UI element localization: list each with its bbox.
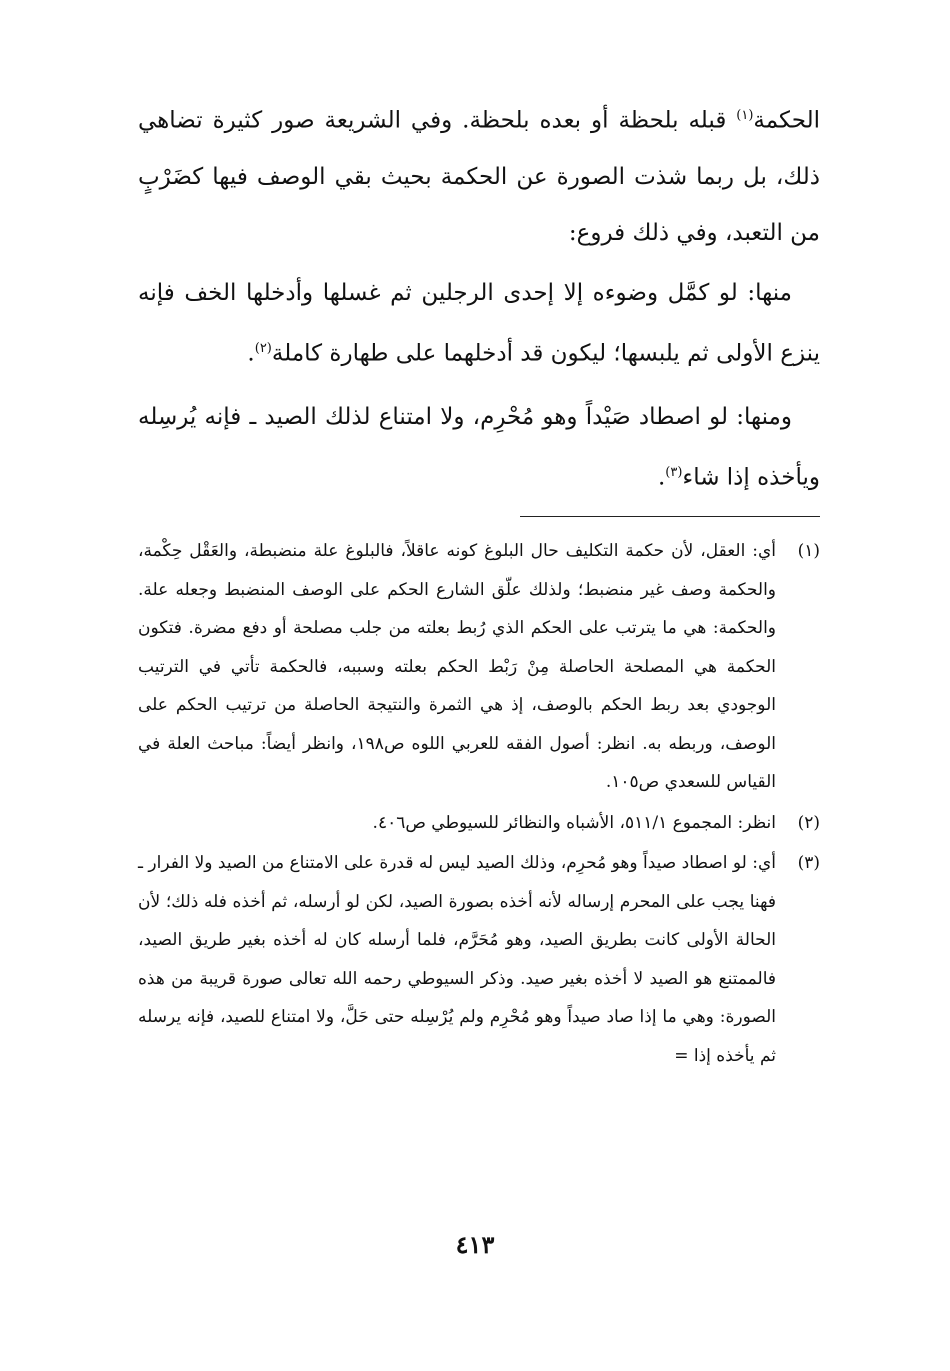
footnote-separator [520,516,820,517]
footnote-ref-1[interactable]: (١) [736,108,754,123]
footnote-ref-2[interactable]: (٢) [254,340,272,356]
page-number: ٤١٣ [455,1230,495,1259]
footnote-number: (١) [797,541,820,561]
footnote-3 [138,844,820,1075]
paragraph-3-text: ومنها: لو اصطاد صَيْداً وهو مُحْرِم، ولا امتناع لذلك الصيد ـ فإنه يُرسِله ويأخذه إذا شاء [138,404,820,491]
footnote-1 [138,532,820,802]
paragraph-1 [138,88,820,261]
paragraph-3-end: . [657,464,666,491]
paragraph-2-text: منها: لو كمَّل وضوءه إلا إحدى الرجلين ثم غسلها وأدخلها الخف فإنه ينزع الأولى ثم يلبسها؛ ليكون قد أدخلهما على طهارة كاملة [138,279,820,367]
paragraph-1-rest: قبله بلحظة أو بعده بلحظة. وفي الشريعة صور كثيرة تضاهي ذلك، بل ربما شذت الصورة عن الحكمة بحيث بقي الوصف فيها كضَرْبٍ من التعبد، وفي ذلك فروع: [138,107,820,246]
main-text [138,88,820,514]
paragraph-1-start: الحكمة [753,107,820,134]
footnote-text: أي: لو اصطاد صيداً وهو مُحرِم، وذلك الصيد ليس له قدرة على الامتناع من الصيد ولا الفرار ـ فهنا يجب على المحرم إرساله لأنه أخذه بصورة الصيد، لكن لو أرسله، ثم أخذه فله ذلك؛ لأن الحالة الأولى كانت بطريق الصيد، وهو مُحَرَّم، فلما أرسله كان له أخذه بغير طريق الصيد، فالممتنع هو الصيد لا أخذه بغير صيد. وذكر السيوطي رحمه الله تعالى صورة قريبة من هذه الصورة: وهي ما إذا صاد صيداً وهو مُحْرِم ولم يُرْسِله حتى حَلَّ، ولا امتناع للصيد، فإنه يرسله ثم يأخذه إذا = [138,853,776,1066]
footnote-text: انظر: المجموع ٥١١/١، الأشباه والنظائر للسيوطي ص٤٠٦. [372,812,776,833]
footnote-ref-3[interactable]: (٣) [665,465,683,481]
paragraph-2-end: . [247,340,255,367]
paragraph-2 [138,265,820,382]
footnote-2 [138,804,820,843]
footnote-number: (٢) [797,812,820,833]
footnote-text: أي: العقل، لأن حكمة التكليف حال البلوغ كونه عاقلاً، فالبلوغ علة منضبطة، والعَقْل حِكْمة، والحكمة وصف غير منضبط؛ ولذلك علّق الشارع الحكم على الوصف المنضبط وجعله علة. والحكمة: هي ما يترتب على الحكم الذي رُبط بعلته من جلب مصلحة أو دفع مضرة. فتكون الحكمة هي المصلحة الحاصلة مِنْ رَبْط الحكم بعلته وسببه، فالحكمة تأتي في الترتيب الوجودي بعد ربط الحكم بالوصف، إذ هي الثمرة والنتيجة الحاصلة من ترتيب الحكم على الوصف، وربطه به. انظر: أصول الفقه للعربي اللوه ص١٩٨، وانظر أيضاً: مباحث العلة في القياس للسعدي ص١٠٥. [138,541,777,792]
paragraph-3 [138,389,820,506]
footnote-number: (٣) [797,853,820,873]
footnotes [138,532,820,1077]
